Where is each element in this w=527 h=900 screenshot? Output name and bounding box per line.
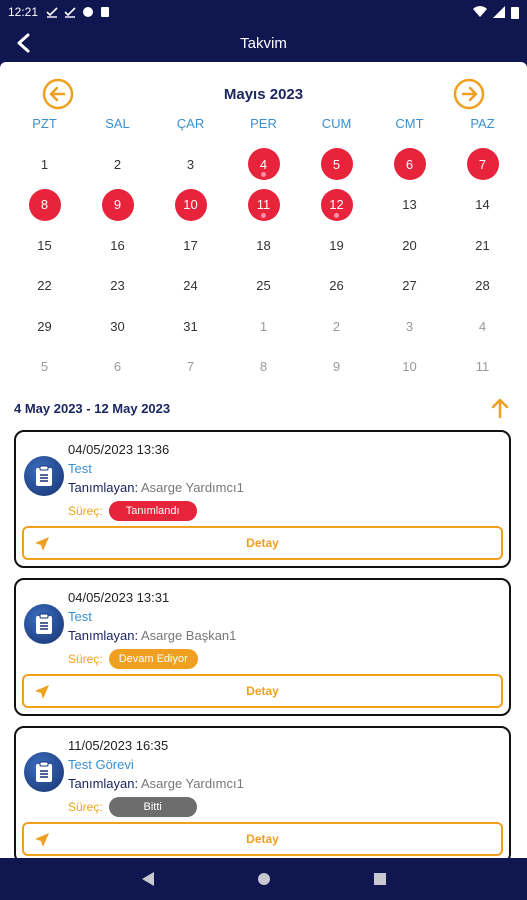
calendar-header: [0, 78, 527, 110]
calendar-day[interactable]: [81, 225, 154, 266]
day-number: 23: [110, 278, 125, 294]
navigation-arrow-icon: [34, 536, 50, 552]
task-date: 04/05/2023 13:31: [68, 590, 170, 605]
assigner-label: Tanımlayan:: [68, 628, 139, 643]
detail-button[interactable]: [22, 526, 503, 560]
day-number: 25: [256, 278, 271, 294]
calendar-day[interactable]: [373, 225, 446, 266]
weekday-label: CMT: [395, 116, 424, 131]
status-badge: Devam Ediyor: [109, 649, 198, 669]
weekday-row: [8, 116, 519, 131]
day-number: 11: [248, 189, 280, 221]
day-number: 15: [37, 237, 52, 253]
day-number: 7: [467, 148, 499, 180]
calendar-day[interactable]: [154, 144, 227, 185]
clipboard-icon: [24, 456, 64, 496]
assigner-name: Asarge Başkan1: [138, 628, 237, 643]
nav-back-button[interactable]: [139, 870, 157, 888]
calendar-day[interactable]: [446, 347, 519, 388]
day-number: 16: [110, 237, 125, 253]
triangle-back-icon: [141, 871, 155, 887]
task-title: Test Görevi: [68, 757, 134, 772]
calendar-day[interactable]: [81, 144, 154, 185]
day-number: 4: [478, 318, 487, 334]
day-number: 12: [321, 189, 353, 221]
day-number: 2: [113, 156, 122, 172]
status-badge: Bitti: [109, 797, 197, 817]
task-assigner: [68, 480, 244, 495]
nav-home-button[interactable]: [255, 870, 273, 888]
calendar-day[interactable]: [227, 347, 300, 388]
next-month-button[interactable]: [453, 78, 485, 110]
task-date: 04/05/2023 13:36: [68, 442, 170, 457]
month-title: Mayıs 2023: [223, 85, 304, 103]
assigner-label: Tanımlayan:: [68, 776, 139, 791]
navigation-arrow-icon: [34, 832, 50, 848]
clipboard-icon: [24, 752, 64, 792]
day-number: 13: [402, 197, 417, 213]
calendar-day-event[interactable]: [227, 185, 300, 226]
calendar-day[interactable]: [300, 225, 373, 266]
arrow-left-circle-icon: [42, 78, 74, 110]
weekday-label: SAL: [105, 116, 130, 131]
day-number: 4: [248, 148, 280, 180]
calendar-day-event[interactable]: [81, 185, 154, 226]
calendar-grid: [8, 144, 519, 387]
assigner-name: Asarge Yardımcı1: [138, 480, 244, 495]
day-number: 21: [475, 237, 490, 253]
calendar-day[interactable]: [373, 185, 446, 226]
calendar-day[interactable]: [373, 266, 446, 307]
date-range-label: 4 May 2023 - 12 May 2023: [14, 400, 171, 416]
circle-home-icon: [256, 871, 272, 887]
detail-button[interactable]: [22, 674, 503, 708]
event-dot: [334, 213, 339, 218]
main-content: [0, 62, 527, 858]
nav-recents-button[interactable]: [371, 870, 389, 888]
day-number: 31: [183, 318, 198, 334]
task-title: Test: [68, 609, 92, 624]
signal-icon: [493, 6, 505, 18]
chevron-left-icon: [15, 33, 31, 53]
calendar-day[interactable]: [154, 347, 227, 388]
notification-icons: [46, 6, 110, 18]
calendar-day[interactable]: [446, 266, 519, 307]
app-bar: [0, 24, 527, 62]
day-number: 7: [186, 359, 195, 375]
day-number: 6: [113, 359, 122, 375]
status-bar: [0, 0, 527, 24]
date-range-row: [14, 398, 511, 418]
detail-label: Detay: [246, 536, 279, 550]
page-title: Takvim: [240, 34, 287, 52]
weekday-label: PAZ: [470, 116, 495, 131]
navigation-arrow-icon: [34, 684, 50, 700]
day-number: 1: [259, 318, 268, 334]
calendar-day-event[interactable]: [300, 144, 373, 185]
day-number: 19: [329, 237, 344, 253]
day-number: 30: [110, 318, 125, 334]
calendar-day-event[interactable]: [154, 185, 227, 226]
weekday-label: PER: [250, 116, 277, 131]
calendar-day[interactable]: [300, 306, 373, 347]
day-number: 5: [321, 148, 353, 180]
day-number: 5: [40, 359, 49, 375]
calendar-day[interactable]: [227, 266, 300, 307]
day-number: 2: [332, 318, 341, 334]
task-status-row: [68, 649, 198, 669]
system-icons: [473, 6, 519, 19]
process-label: Süreç:: [68, 800, 103, 814]
calendar-day[interactable]: [154, 306, 227, 347]
day-number: 27: [402, 278, 417, 294]
day-number: 20: [402, 237, 417, 253]
process-label: Süreç:: [68, 652, 103, 666]
day-number: 9: [102, 189, 134, 221]
task-card[interactable]: [14, 430, 511, 568]
clipboard-icon: [24, 604, 64, 644]
day-number: 18: [256, 237, 271, 253]
event-dot: [261, 172, 266, 177]
check-icon: [64, 6, 76, 18]
calendar-day[interactable]: [373, 306, 446, 347]
status-time: 12:21: [8, 5, 39, 19]
task-card[interactable]: [14, 578, 511, 716]
assigner-label: Tanımlayan:: [68, 480, 139, 495]
app-icon: [82, 6, 94, 18]
day-number: 28: [475, 278, 490, 294]
task-assigner: [68, 628, 236, 643]
day-number: 8: [29, 189, 61, 221]
assigner-name: Asarge Yardımcı1: [138, 776, 244, 791]
task-date: 11/05/2023 16:35: [68, 738, 169, 753]
task-card[interactable]: [14, 726, 511, 858]
calendar-day[interactable]: [8, 266, 81, 307]
battery-icon: [511, 6, 519, 19]
calendar-day-event[interactable]: [300, 185, 373, 226]
day-number: 26: [329, 278, 344, 294]
weekday-label: CUM: [321, 116, 352, 131]
task-status-row: [68, 797, 197, 817]
day-number: 8: [259, 359, 268, 375]
calendar-day-event[interactable]: [446, 144, 519, 185]
day-number: 10: [402, 359, 417, 375]
calendar-day[interactable]: [446, 225, 519, 266]
calendar-day[interactable]: [8, 225, 81, 266]
square-recents-icon: [373, 872, 387, 886]
back-button[interactable]: [10, 30, 36, 56]
arrow-right-circle-icon: [453, 78, 485, 110]
task-status-row: [68, 501, 197, 521]
detail-label: Detay: [246, 832, 279, 846]
calendar-day[interactable]: [300, 347, 373, 388]
day-number: 24: [183, 278, 198, 294]
event-dot: [261, 213, 266, 218]
calendar-day-event[interactable]: [373, 144, 446, 185]
detail-label: Detay: [246, 684, 279, 698]
task-title: Test: [68, 461, 92, 476]
sim-icon: [100, 6, 110, 18]
calendar-day[interactable]: [300, 266, 373, 307]
calendar-day[interactable]: [81, 347, 154, 388]
wifi-icon: [473, 6, 487, 18]
calendar-day[interactable]: [8, 144, 81, 185]
process-label: Süreç:: [68, 504, 103, 518]
day-number: 6: [394, 148, 426, 180]
day-number: 29: [37, 318, 52, 334]
weekday-label: ÇAR: [176, 116, 205, 131]
day-number: 10: [175, 189, 207, 221]
arrow-up-icon[interactable]: [489, 397, 511, 419]
day-number: 17: [183, 237, 198, 253]
day-number: 3: [186, 156, 195, 172]
system-nav-bar: [0, 858, 527, 900]
calendar-day[interactable]: [446, 185, 519, 226]
calendar-day[interactable]: [81, 306, 154, 347]
calendar-day-event[interactable]: [8, 185, 81, 226]
calendar-day[interactable]: [373, 347, 446, 388]
check-icon: [46, 6, 58, 18]
detail-button[interactable]: [22, 822, 503, 856]
day-number: 9: [332, 359, 341, 375]
day-number: 1: [40, 156, 49, 172]
prev-month-button[interactable]: [42, 78, 74, 110]
calendar-day[interactable]: [227, 225, 300, 266]
status-badge: Tanımlandı: [109, 501, 197, 521]
day-number: 3: [405, 318, 414, 334]
day-number: 22: [37, 278, 52, 294]
calendar-day[interactable]: [154, 225, 227, 266]
calendar-day[interactable]: [446, 306, 519, 347]
day-number: 11: [475, 359, 490, 375]
calendar-day[interactable]: [154, 266, 227, 307]
calendar-day[interactable]: [227, 306, 300, 347]
weekday-label: PZT: [32, 116, 57, 131]
calendar-day[interactable]: [81, 266, 154, 307]
task-assigner: [68, 776, 244, 791]
day-number: 14: [475, 197, 490, 213]
calendar-day-event[interactable]: [227, 144, 300, 185]
calendar-day[interactable]: [8, 306, 81, 347]
calendar-day[interactable]: [8, 347, 81, 388]
